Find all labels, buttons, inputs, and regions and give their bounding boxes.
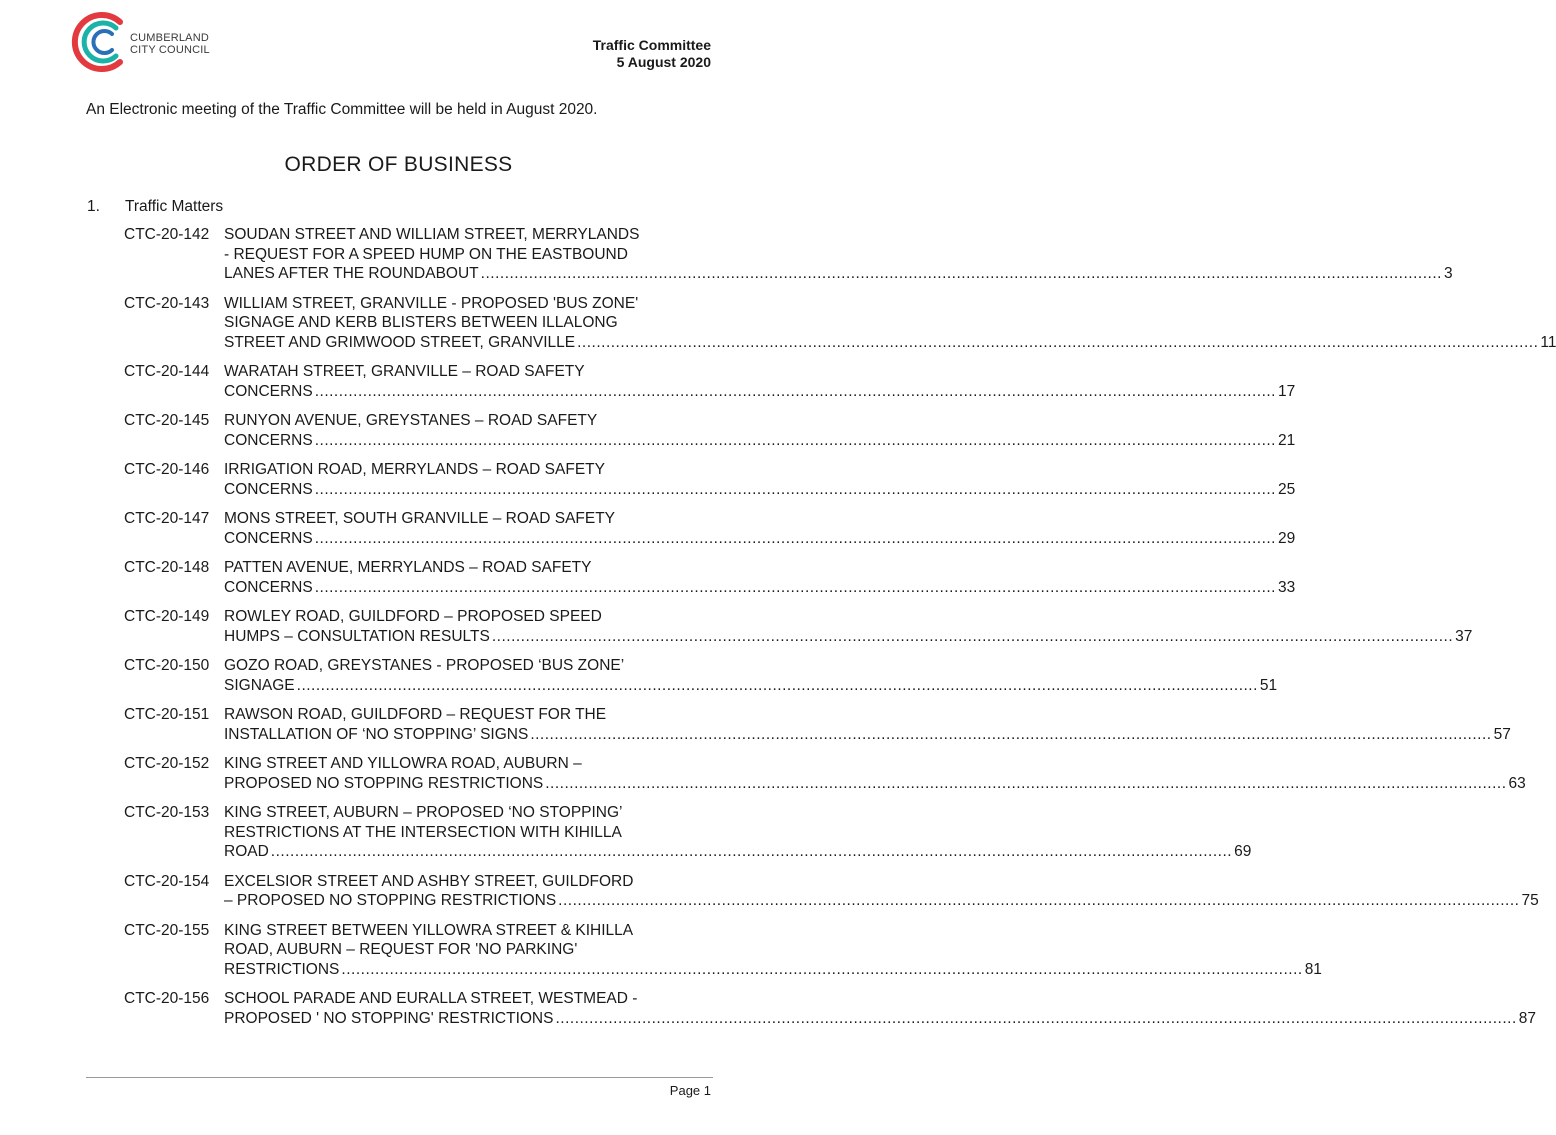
dot-leader: ........................................................................................................................................................................................................ (314, 382, 1276, 400)
council-name (130, 32, 210, 56)
item-page-number: 51 (1259, 676, 1278, 694)
item-title-line: CONCERNS (224, 431, 313, 449)
item-title-line: ROAD (224, 843, 269, 860)
item-title-last-line (224, 627, 1473, 647)
item-page-number: 29 (1277, 529, 1296, 547)
item-title (224, 803, 1252, 862)
item-page-number: 57 (1493, 725, 1511, 743)
item-title-last-line (224, 1009, 1536, 1029)
item-title (224, 558, 1296, 597)
dot-leader: ........................................................................................................................................................................................................ (555, 1009, 1517, 1027)
item-title (224, 362, 1296, 401)
item-title-last-line (224, 774, 1526, 794)
item-title-line: IRRIGATION ROAD, MERRYLANDS – ROAD SAFETY (224, 461, 605, 478)
item-title-line: WARATAH STREET, GRANVILLE – ROAD SAFETY (224, 363, 585, 380)
item-title-line: SIGNAGE (224, 676, 295, 694)
dot-leader: ........................................................................................................................................................................................................ (530, 725, 1492, 743)
agenda-item (124, 558, 1296, 597)
item-title (224, 460, 1296, 499)
item-code: CTC-20-150 (124, 657, 210, 674)
agenda-item (124, 872, 1539, 911)
item-title-last-line (224, 333, 1556, 353)
item-title-line: CONCERNS (224, 382, 313, 400)
footer-divider (86, 1077, 713, 1078)
item-title-line: SOUDAN STREET AND WILLIAM STREET, MERRYLANDS (224, 226, 640, 243)
agenda-item (124, 509, 1296, 548)
agenda-item (124, 754, 1526, 793)
item-title (224, 225, 1453, 284)
item-title-line: RUNYON AVENUE, GREYSTANES – ROAD SAFETY (224, 412, 598, 429)
item-code: CTC-20-148 (124, 559, 210, 576)
item-title (224, 607, 1473, 646)
item-page-number: 81 (1304, 960, 1322, 978)
item-code: CTC-20-151 (124, 706, 210, 723)
item-title-line: LANES AFTER THE ROUNDABOUT (224, 265, 479, 282)
item-title-line: GOZO ROAD, GREYSTANES - PROPOSED ‘BUS ZONE’ (224, 657, 625, 674)
item-title-line: KING STREET AND YILLOWRA ROAD, AUBURN – (224, 755, 582, 772)
item-title-line: WILLIAM STREET, GRANVILLE - PROPOSED 'BUS ZONE' (224, 294, 639, 312)
item-page-number: 87 (1518, 1009, 1536, 1027)
item-title-line: CONCERNS (224, 480, 313, 498)
item-title (224, 921, 1322, 980)
item-code: CTC-20-154 (124, 872, 210, 890)
item-title (224, 872, 1539, 911)
item-title-line: - REQUEST FOR A SPEED HUMP ON THE EASTBOUND (224, 245, 628, 263)
item-page-number: 11 (1540, 333, 1556, 351)
dot-leader: ........................................................................................................................................................................................................ (545, 774, 1507, 792)
dot-leader: ........................................................................................................................................................................................................ (480, 265, 1442, 282)
item-title-last-line (224, 431, 1296, 451)
agenda-item (124, 989, 1536, 1028)
item-page-number: 69 (1234, 843, 1252, 860)
item-title-last-line (224, 960, 1322, 980)
dot-leader: ........................................................................................................................................................................................................ (314, 480, 1276, 498)
council-name-line2: CITY COUNCIL (130, 44, 210, 56)
item-code: CTC-20-143 (124, 294, 210, 312)
item-title (224, 509, 1296, 548)
item-page-number: 25 (1277, 480, 1296, 498)
dot-leader: ........................................................................................................................................................................................................ (341, 960, 1303, 978)
item-title-line: MONS STREET, SOUTH GRANVILLE – ROAD SAFETY (224, 510, 616, 527)
dot-leader: ........................................................................................................................................................................................................ (296, 676, 1258, 694)
item-title-line: CONCERNS (224, 578, 313, 596)
item-code: CTC-20-147 (124, 510, 210, 527)
item-title-last-line (224, 480, 1296, 500)
council-logo (74, 12, 224, 72)
item-title-last-line (224, 891, 1539, 911)
dot-leader: ........................................................................................................................................................................................................ (558, 892, 1520, 909)
meeting-date: 5 August 2020 (616, 54, 711, 70)
section-label: Traffic Matters (125, 198, 224, 215)
item-title (224, 989, 1536, 1028)
agenda-item (124, 294, 1556, 353)
agenda-item (124, 705, 1511, 744)
item-title-line: PROPOSED ' NO STOPPING' RESTRICTIONS (224, 1009, 554, 1027)
item-title-line: RESTRICTIONS (224, 960, 340, 978)
item-title-line: KING STREET BETWEEN YILLOWRA STREET & KIHILLA (224, 921, 634, 939)
item-title (224, 656, 1278, 695)
item-title-line: ROAD, AUBURN – REQUEST FOR 'NO PARKING' (224, 941, 578, 958)
item-title-line: RESTRICTIONS AT THE INTERSECTION WITH KIHILLA (224, 823, 622, 841)
item-title-line: SIGNAGE AND KERB BLISTERS BETWEEN ILLALONG (224, 314, 618, 331)
agenda-item (124, 225, 1453, 284)
item-title-last-line (224, 529, 1296, 549)
item-code: CTC-20-144 (124, 363, 210, 380)
item-title-line: ROWLEY ROAD, GUILDFORD – PROPOSED SPEED (224, 608, 602, 625)
item-title-last-line (224, 842, 1252, 862)
item-title-line: INSTALLATION OF ‘NO STOPPING’ SIGNS (224, 725, 529, 743)
dot-leader: ........................................................................................................................................................................................................ (491, 627, 1454, 645)
agenda-item (124, 411, 1296, 450)
committee-name: Traffic Committee (592, 37, 711, 53)
item-title-line: EXCELSIOR STREET AND ASHBY STREET, GUILDFORD (224, 872, 634, 890)
item-page-number: 63 (1508, 774, 1526, 792)
item-title-last-line (224, 578, 1296, 598)
section-heading (87, 198, 223, 216)
council-logo-icon (74, 12, 130, 72)
item-title-line: RAWSON ROAD, GUILDFORD – REQUEST FOR THE (224, 706, 607, 723)
agenda-item (124, 803, 1252, 862)
item-code: CTC-20-152 (124, 755, 210, 772)
agenda-items (124, 225, 1556, 1038)
dot-leader: ........................................................................................................................................................................................................ (314, 529, 1276, 547)
agenda-item (124, 607, 1473, 646)
item-title-last-line (224, 264, 1453, 284)
item-title (224, 754, 1526, 793)
item-page-number: 17 (1277, 382, 1296, 400)
item-page-number: 33 (1277, 578, 1296, 596)
item-page-number: 75 (1521, 892, 1539, 909)
item-code: CTC-20-155 (124, 921, 210, 939)
item-code: CTC-20-153 (124, 804, 210, 821)
agenda-item (124, 656, 1278, 695)
dot-leader: ........................................................................................................................................................................................................ (270, 843, 1233, 860)
item-code: CTC-20-146 (124, 461, 210, 478)
item-code: CTC-20-149 (124, 608, 210, 625)
section-number: 1. (87, 198, 100, 215)
intro-text: An Electronic meeting of the Traffic Committee will be held in August 2020. (86, 101, 598, 118)
page-title: ORDER OF BUSINESS (284, 153, 513, 176)
agenda-item (124, 362, 1296, 401)
item-title (224, 705, 1511, 744)
item-page-number: 37 (1455, 627, 1473, 645)
item-code: CTC-20-142 (124, 226, 210, 243)
item-title-line: CONCERNS (224, 529, 313, 547)
item-code: CTC-20-145 (124, 412, 210, 429)
item-title-line: HUMPS – CONSULTATION RESULTS (224, 627, 490, 645)
item-title (224, 294, 1556, 353)
item-title (224, 411, 1296, 450)
item-title-line: KING STREET, AUBURN – PROPOSED ‘NO STOPPING’ (224, 804, 623, 821)
item-title-line: SCHOOL PARADE AND EURALLA STREET, WESTMEAD - (224, 990, 638, 1007)
item-title-last-line (224, 676, 1278, 696)
dot-leader: ........................................................................................................................................................................................................ (314, 578, 1276, 596)
item-page-number: 21 (1277, 431, 1296, 449)
page-number: Page 1 (669, 1083, 711, 1098)
item-title-line: – PROPOSED NO STOPPING RESTRICTIONS (224, 892, 557, 909)
item-title-last-line (224, 382, 1296, 402)
item-code: CTC-20-156 (124, 990, 210, 1007)
item-page-number: 3 (1443, 265, 1453, 282)
item-title-last-line (224, 725, 1511, 745)
item-title-line: PROPOSED NO STOPPING RESTRICTIONS (224, 774, 544, 792)
agenda-item (124, 921, 1322, 980)
council-name-line1: CUMBERLAND (130, 32, 210, 44)
dot-leader: ........................................................................................................................................................................................................ (577, 333, 1539, 351)
item-title-line: STREET AND GRIMWOOD STREET, GRANVILLE (224, 333, 576, 351)
agenda-item (124, 460, 1296, 499)
item-title-line: PATTEN AVENUE, MERRYLANDS – ROAD SAFETY (224, 559, 592, 576)
header-meta (593, 37, 711, 71)
dot-leader: ........................................................................................................................................................................................................ (314, 431, 1276, 449)
